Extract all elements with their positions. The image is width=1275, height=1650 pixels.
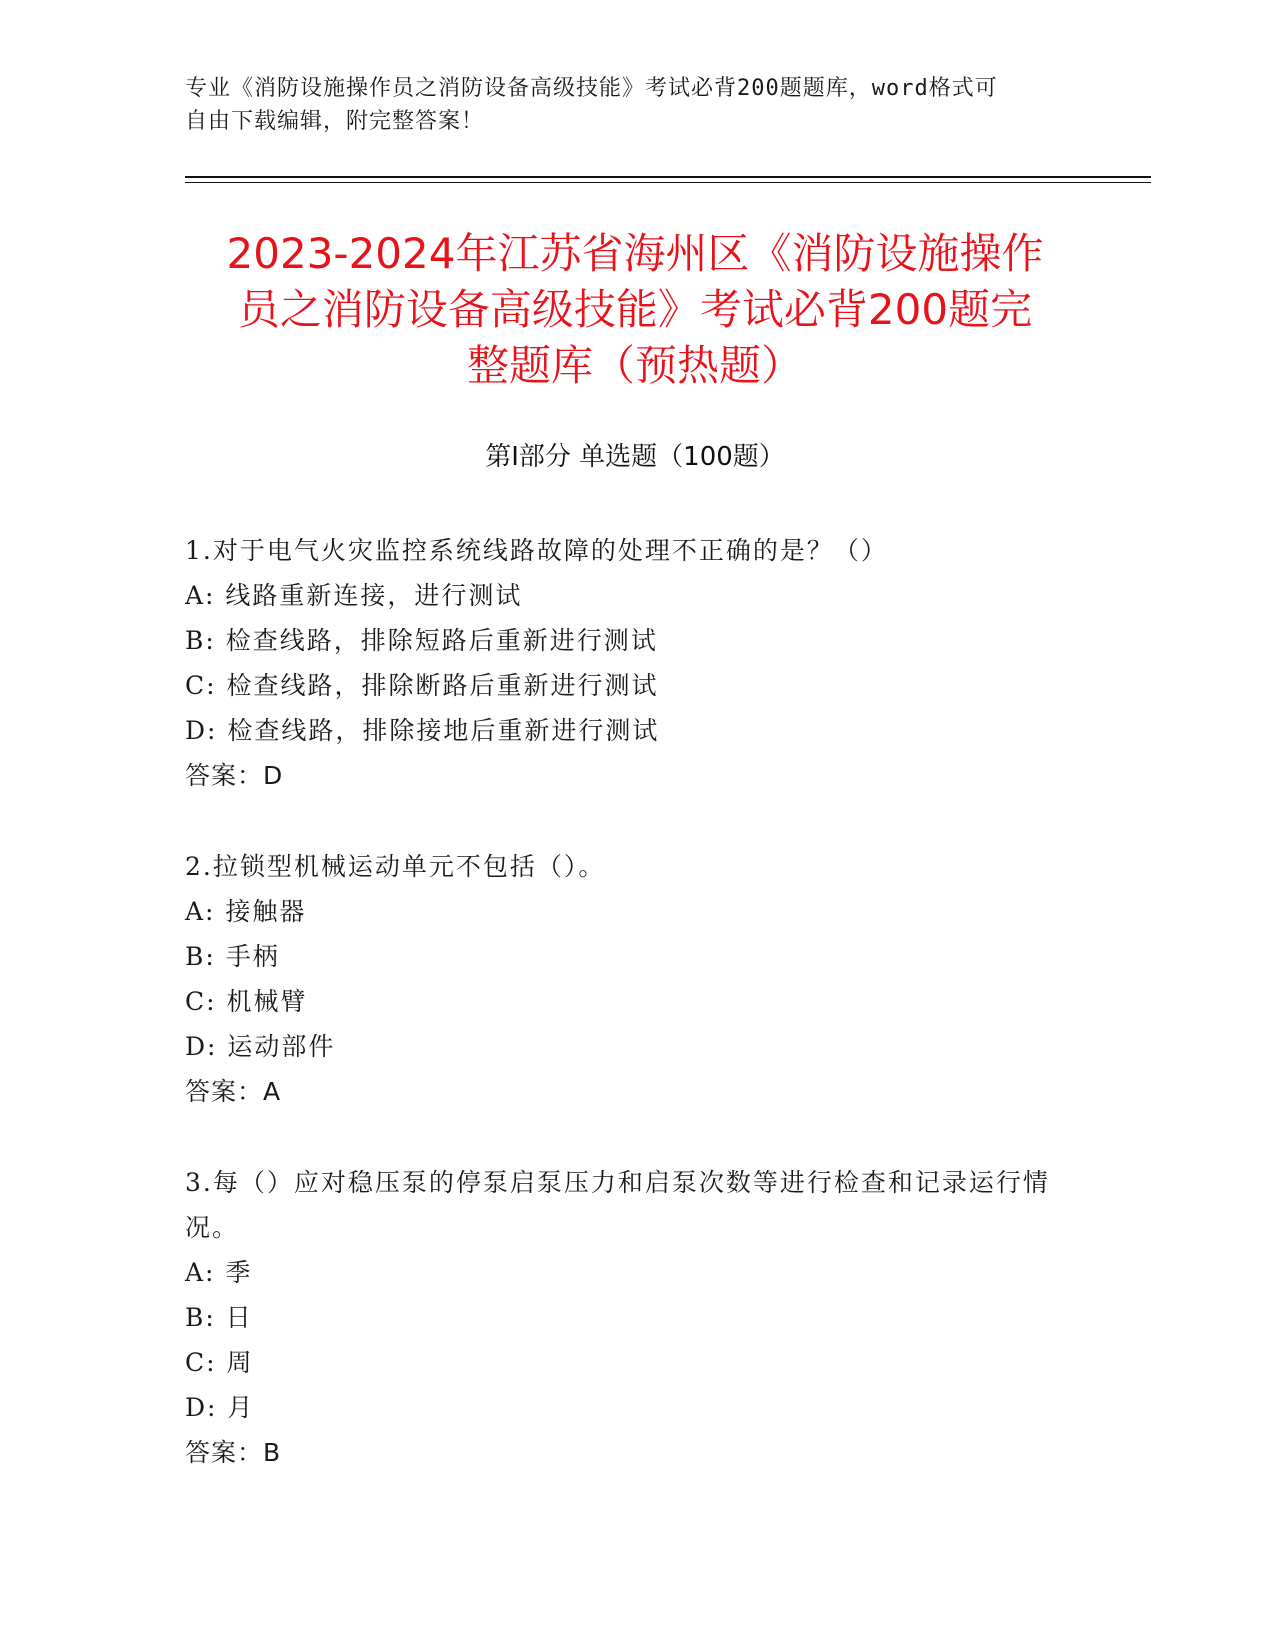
document-title: [185, 226, 1085, 394]
question-stem: 2.拉锁型机械运动单元不包括（）。: [185, 852, 606, 881]
option-d: D: 运动部件: [185, 1032, 336, 1061]
option-a: A: 线路重新连接，进行测试: [185, 581, 523, 610]
title-line-1: 2023-2024年江苏省海州区《消防设施操作: [226, 229, 1044, 278]
header-divider-thick: [185, 176, 1151, 178]
title-line-3: 整题库（预热题）: [466, 341, 803, 390]
header-note: [185, 72, 1065, 138]
answer: 答案：A: [185, 1077, 282, 1106]
option-d: D: 月: [185, 1393, 255, 1422]
header-note-line-2: 自由下载编辑，附完整答案！: [185, 109, 485, 134]
question-stem: 1.对于电气火灾监控系统线路故障的处理不正确的是？（）: [185, 536, 888, 565]
question-stem: 3.每（）应对稳压泵的停泵启泵压力和启泵次数等进行检查和记录运行情况。: [185, 1168, 1050, 1242]
option-b: B: 手柄: [185, 942, 280, 971]
answer: 答案：D: [185, 761, 284, 790]
option-c: C: 检查线路，排除断路后重新进行测试: [185, 671, 659, 700]
option-d: D: 检查线路，排除接地后重新进行测试: [185, 716, 660, 745]
option-c: C: 机械臂: [185, 987, 308, 1016]
section-heading: 第Ⅰ部分 单选题（100题）: [485, 442, 785, 472]
option-b: B: 日: [185, 1303, 253, 1332]
question-2: [185, 844, 1065, 1114]
question-3: [185, 1160, 1065, 1475]
question-list: [185, 528, 1065, 1521]
answer: 答案：B: [185, 1438, 282, 1467]
title-line-2: 员之消防设备高级技能》考试必背200题完: [237, 285, 1033, 334]
option-a: A: 接触器: [185, 897, 307, 926]
header-note-line-1: 专业《消防设施操作员之消防设备高级技能》考试必背200题题库，word格式可: [185, 76, 998, 101]
option-b: B: 检查线路，排除短路后重新进行测试: [185, 626, 658, 655]
option-a: A: 季: [185, 1258, 253, 1287]
question-1: [185, 528, 1065, 798]
header-divider-thin: [185, 182, 1151, 183]
option-c: C: 周: [185, 1348, 254, 1377]
